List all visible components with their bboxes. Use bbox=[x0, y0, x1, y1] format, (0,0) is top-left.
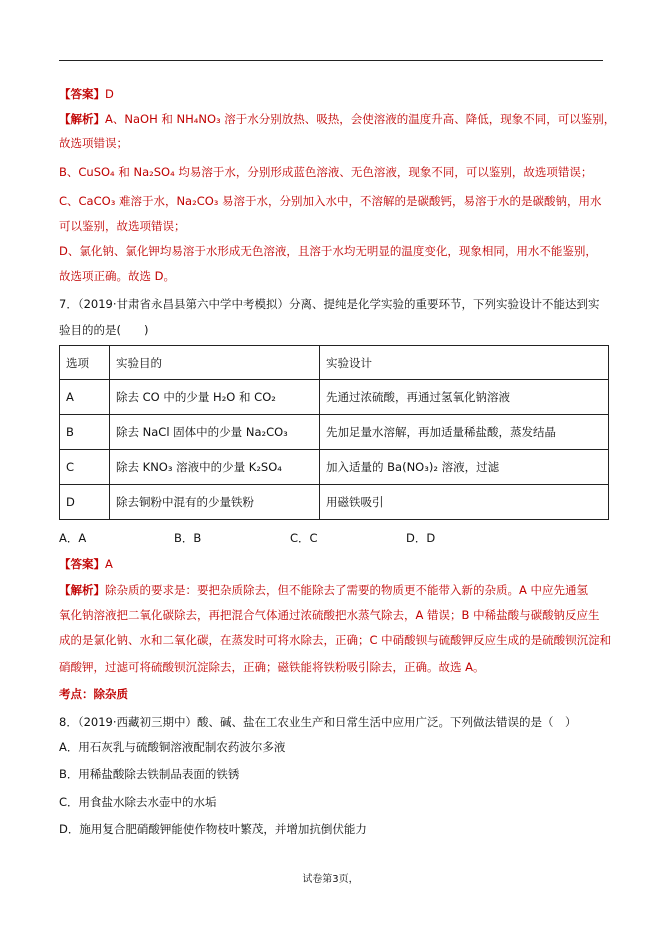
q7-stem: 验目的的是( ) bbox=[59, 323, 149, 337]
analysis-tag: 【解析】 bbox=[59, 583, 105, 597]
q8-option-b: B．用稀盐酸除去铁制品表面的铁锈 bbox=[59, 767, 240, 781]
q7-analysis-line: 氧化钠溶液把二氧化碳除去，再把混合气体通过浓硫酸把水蒸气除去，A 错误；B 中稀盐酸与碳酸钠反应生 bbox=[59, 608, 600, 622]
table-header-cell: 实验设计 bbox=[320, 346, 609, 380]
q7-answer bbox=[59, 557, 619, 571]
table-cell: 用磁铁吸引 bbox=[320, 485, 609, 520]
q8-option-a: A．用石灰乳与硫酸铜溶液配制农药波尔多液 bbox=[59, 740, 286, 754]
q6-analysis-line: 可以鉴别，故选项错误； bbox=[59, 219, 186, 233]
table-cell: C bbox=[60, 450, 110, 485]
answer-value: D bbox=[105, 87, 114, 101]
q8-stem: 8．（2019·西藏初三期中）酸、碱、盐在工农业生产和日常生活中应用广泛。下列做法错误的是（ ） bbox=[59, 715, 577, 729]
q6-analysis-line: B、CuSO₄ 和 Na₂SO₄ 均易溶于水，分别形成蓝色溶液、无色溶液，现象不同，可以鉴别，故选项错误； bbox=[59, 165, 593, 179]
header-rule bbox=[59, 60, 603, 61]
table-cell: 先通过浓硫酸，再通过氢氧化钠溶液 bbox=[320, 380, 609, 415]
q7-analysis-line: 硝酸钾，过滤可将硫酸钡沉淀除去，正确；磁铁能将铁粉吸引除去，正确。故选 A。 bbox=[59, 660, 485, 674]
q8-option-d: D．施用复合肥硝酸钾能使作物枝叶繁茂，并增加抗倒伏能力 bbox=[59, 822, 367, 836]
answer-value: A bbox=[105, 557, 113, 571]
table-row bbox=[60, 485, 609, 520]
table-cell: 除去 NaCl 固体中的少量 Na₂CO₃ bbox=[110, 415, 320, 450]
table-row bbox=[60, 415, 609, 450]
table-cell: 加入适量的 Ba(NO₃)₂ 溶液，过滤 bbox=[320, 450, 609, 485]
q8-option-c: C．用食盐水除去水壶中的水垢 bbox=[59, 795, 217, 809]
q7-kaodian: 考点：除杂质 bbox=[59, 687, 128, 701]
analysis-tag: 【解析】 bbox=[59, 112, 105, 126]
q7-analysis-line: 成的是氯化钠、水和二氧化碳，在蒸发时可将水除去，正确；C 中硝酸钡与硫酸钾反应生成的是硫酸钡沉淀和 bbox=[59, 633, 612, 647]
q6-answer bbox=[59, 87, 619, 101]
table-row bbox=[60, 450, 609, 485]
q6-analysis-line: 故选项错误； bbox=[59, 136, 128, 150]
q6-analysis-line: 故选项正确。故选 D。 bbox=[59, 269, 176, 283]
answer-tag: 【答案】 bbox=[59, 557, 105, 571]
page-footer: 试卷第3页， bbox=[302, 874, 359, 885]
choice-b: B．B bbox=[174, 531, 202, 545]
table-header-cell: 实验目的 bbox=[110, 346, 320, 380]
table-header-row bbox=[60, 346, 609, 380]
table-cell: 除去 CO 中的少量 H₂O 和 CO₂ bbox=[110, 380, 320, 415]
q6-analysis-line: 【解析】A、NaOH 和 NH₄NO₃ 溶于水分别放热、吸热，会使溶液的温度升高、降低，现象不同，可以鉴别， bbox=[59, 112, 616, 126]
choice-c: C．C bbox=[290, 531, 318, 545]
table-cell: B bbox=[60, 415, 110, 450]
q6-analysis-line: D、氯化钠、氯化钾均易溶于水形成无色溶液，且溶于水均无明显的温度变化，现象相同，用水不能鉴别， bbox=[59, 244, 597, 258]
table-cell: A bbox=[60, 380, 110, 415]
table-cell: D bbox=[60, 485, 110, 520]
q6-analysis-line: C、CaCO₃ 难溶于水，Na₂CO₃ 易溶于水，分别加入水中，不溶解的是碳酸钙，易溶于水的是碳酸钠，用水 bbox=[59, 194, 602, 208]
q7-analysis-line: 【解析】除杂质的要求是：要把杂质除去，但不能除去了需要的物质更不能带入新的杂质。A 中应先通氢 bbox=[59, 583, 589, 597]
table-cell: 除去 KNO₃ 溶液中的少量 K₂SO₄ bbox=[110, 450, 320, 485]
q7-stem: 7．（2019·甘肃省永昌县第六中学中考模拟）分离、提纯是化学实验的重要环节，下列实验设计不能达到实 bbox=[59, 297, 600, 311]
answer-tag: 【答案】 bbox=[59, 87, 105, 101]
q7-options-table bbox=[59, 345, 609, 520]
choice-a: A．A bbox=[59, 531, 87, 545]
table-cell: 除去铜粉中混有的少量铁粉 bbox=[110, 485, 320, 520]
choice-d: D．D bbox=[406, 531, 436, 545]
table-cell: 先加足量水溶解，再加适量稀盐酸，蒸发结晶 bbox=[320, 415, 609, 450]
table-header-cell: 选项 bbox=[60, 346, 110, 380]
table-row bbox=[60, 380, 609, 415]
